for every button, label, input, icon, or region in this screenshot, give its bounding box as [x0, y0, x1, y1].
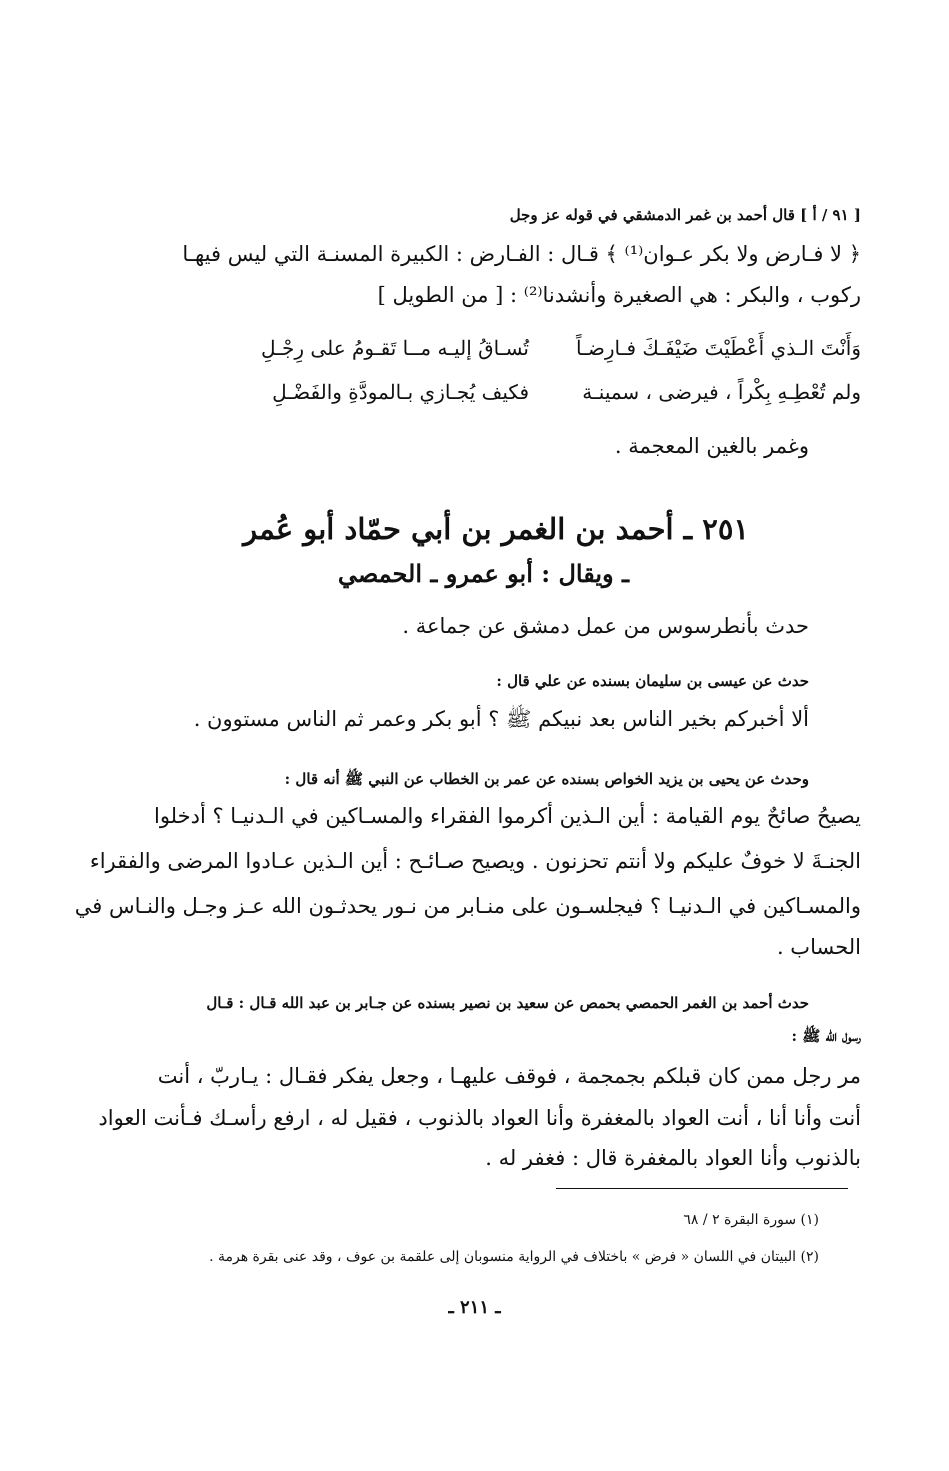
verse-2-hemistich-b: فكيف يُجـازي بـالمودَّةِ والفَضْـلِ [272, 380, 529, 404]
footnote-1: (١) سورة البقرة ٢ / ٦٨ [683, 1212, 819, 1228]
hadith-3-line-3: بالذنوب وأنا العواد بالمغفرة قال : فغفر له . [485, 1146, 861, 1170]
verse-line-1 [149, 336, 861, 370]
hadith-3-isnad-line-1: حدث أحمد بن الغمر الحمصي بحمص عن سعيد بن نصير بسنده عن جـابر بن عبد الله قـال : قـال [206, 994, 809, 1012]
hadith-2-line-1: يصيحُ صائحٌ يوم القيامة : أين الـذين أكرموا الفقراء والمسـاكين في الـدنيـا ؟ أدخلوا [153, 804, 861, 828]
footnote-2: (٢) البيتان في اللسان « فرض » باختلاف في الرواية منسوبان إلى علقمة بن عوف ، وقد عنى بقرة هرمة . [209, 1249, 819, 1265]
verse-1-hemistich-b: تُسـاقُ إليـه مــا تَقـومُ على رِجْـلِ [261, 336, 529, 360]
entry-heading: ٢٥١ ـ أحمد بن الغمر بن أبي حمّاد أبو عُمر [243, 512, 749, 546]
hadith-2-line-4: الحساب . [776, 935, 861, 959]
hadith-2-line-2: الجنـةَ لا خوفٌ عليكم ولا أنتم تحزنون . ويصيح صـائـح : أين الـذين عـادوا المرضى والفقراء [89, 849, 861, 873]
footnote-divider [556, 1188, 848, 1189]
hadith-1-isnad: حدث عن عيسى بن سليمان بسنده عن علي قال : [496, 672, 809, 690]
page-number: ـ ٢١١ ـ [448, 1297, 501, 1318]
verse-2-hemistich-a: ولم تُعْطِـهِ بِكْراً ، فيرضى ، سمينـة [582, 380, 861, 404]
prev-entry-note: وغمر بالغين المعجمة . [614, 434, 809, 458]
entry-intro: حدث بأنطرسوس من عمل دمشق عن جماعة . [402, 614, 809, 638]
verse-line-2 [149, 380, 861, 414]
prev-entry-line-1: ﴿ لا فـارض ولا بكر عـوان⁽¹⁾ ﴾ قـال : الفـارض : الكبيرة المسنـة التي ليس فيهـا [182, 242, 861, 266]
hadith-3-line-1: مر رجل ممن كان قبلكم بجمجمة ، فوقف عليهـا ، وجعل يفكر فقـال : يـاربّ ، أنت [157, 1064, 861, 1088]
verse-1-hemistich-a: وَأَنْتَ الـذي أَعْطَيْتَ ضَيْفَـكَ فـارِضـاً [575, 336, 861, 360]
hadith-2-isnad: وحدث عن يحيى بن يزيد الخواص بسنده عن عمر بن الخطاب عن النبي ﷺ أنه قال : [284, 770, 809, 788]
hadith-3-isnad-line-2: رسول الله ﷺ : [791, 1027, 861, 1045]
entry-subheading: ـ ويقال : أبو عمرو ـ الحمصي [337, 559, 629, 588]
prev-entry-intro: [ ٩١ / أ ] قال أحمد بن غمر الدمشقي في قوله عز وجل [509, 206, 861, 224]
hadith-2-line-3: والمسـاكين في الـدنيـا ؟ فيجلسـون على منـابر من نـور يحدثـون الله عـز وجـل والنـاس في [74, 894, 861, 918]
hadith-3-line-2: أنت وأنا أنا ، أنت العواد بالمغفرة وأنا العواد بالذنوب ، فقيل له ، ارفع رأسـك فـأنت العواد [98, 1106, 861, 1130]
prev-entry-line-2: ركوب ، والبكر : هي الصغيرة وأنشدنا⁽²⁾ : [ من الطويل ] [377, 283, 861, 307]
hadith-1-text: ألا أخبركم بخير الناس بعد نبيكم ﷺ ؟ أبو بكر وعمر ثم الناس مستوون . [193, 707, 809, 731]
